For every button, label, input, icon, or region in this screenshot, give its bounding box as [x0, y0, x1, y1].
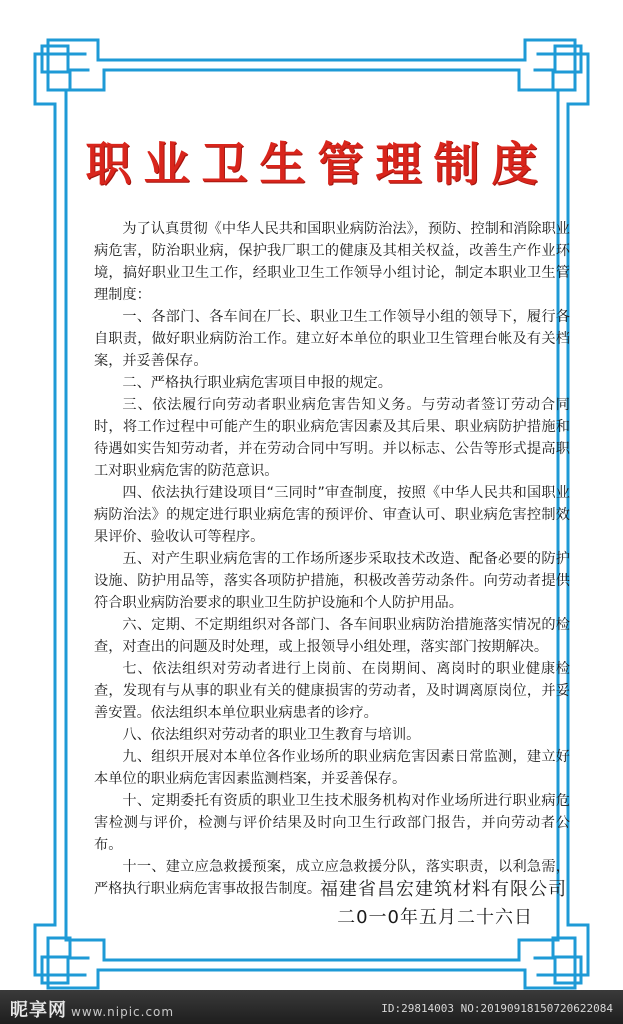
- issue-date: 二0一0年五月二十六日: [337, 907, 533, 928]
- company-name: 福建省昌宏建筑材料有限公司: [320, 879, 567, 900]
- clause-9: 九、组织开展对本单位各作业场所的职业病危害因素日常监测，建立好本单位的职业病危害因素监测档案，并妥善保存。: [94, 749, 570, 787]
- clause-10: 十、定期委托有资质的职业卫生技术服务机构对作业场所进行职业病危害检测与评价，检测与评价结果及时向卫生行政部门报告，并向劳动者公布。: [94, 793, 570, 853]
- clause-3: 三、依法履行向劳动者职业病危害告知义务。与劳动者签订劳动合同时，将工作过程中可能产生的职业病危害因素及其后果、职业病防护措施和待遇如实告知劳动者，并在劳动合同中写明。并以标志、公告等形式提高职工对职业病危害的防范意识。: [94, 397, 570, 479]
- page-title: 职业卫生管理制度: [85, 137, 550, 191]
- clause-5: 五、对产生职业病危害的工作场所逐步采取技术改造、配备必要的防护设施、防护用品等，落实各项防护措施，积极改善劳动条件。向劳动者提供符合职业病防治要求的职业卫生防护设施和个人防护用品。: [94, 551, 570, 611]
- watermark-url: www.nipic.com: [71, 1005, 175, 1019]
- clause-7: 七、依法组织对劳动者进行上岗前、在岗期间、离岗时的职业健康检查，发现有与从事的职业有关的健康损害的劳动者，及时调离原岗位，并妥善安置。依法组织本单位职业病患者的诊疗。: [94, 661, 570, 721]
- clause-6: 六、定期、不定期组织对各部门、各车间职业病防治措施落实情况的检查，对查出的问题及时处理，或上报领导小组处理，落实部门按期解决。: [94, 617, 570, 655]
- watermark-logo-text: 昵享网: [10, 1000, 67, 1021]
- clause-11: 十一、建立应急救援预案，成立应急救援分队，落实职责，以利急需，严格执行职业病危害事故报告制度。: [94, 859, 570, 897]
- intro-paragraph: 为了认真贯彻《中华人民共和国职业病防治法》，预防、控制和消除职业病危害，防治职业病，保护我厂职工的健康及其相关权益，改善生产作业环境，搞好职业卫生工作，经职业卫生工作领导小组讨论，制定本职业卫生管理制度：: [94, 221, 570, 303]
- watermark-logo: [10, 996, 174, 1022]
- clause-4: 四、依法执行建设项目“三同时”审查制度，按照《中华人民共和国职业病防治法》的规定进行职业病危害的预评价、审查认可、职业病危害控制效果评价、验收认可等程序。: [94, 485, 570, 545]
- clause-2: 二、严格执行职业病危害项目申报的规定。: [122, 375, 392, 391]
- clause-8: 八、依法组织对劳动者的职业卫生教育与培训。: [122, 727, 421, 743]
- watermark-id: ID:29814003 NO:20190918150720622084: [381, 1002, 613, 1015]
- clause-1: 一、各部门、各车间在厂长、职业卫生工作领导小组的领导下，履行各自职责，做好职业病防治工作。建立好本单位的职业卫生管理台帐及有关档案，并妥善保存。: [94, 309, 570, 369]
- regulation-body: [94, 218, 570, 900]
